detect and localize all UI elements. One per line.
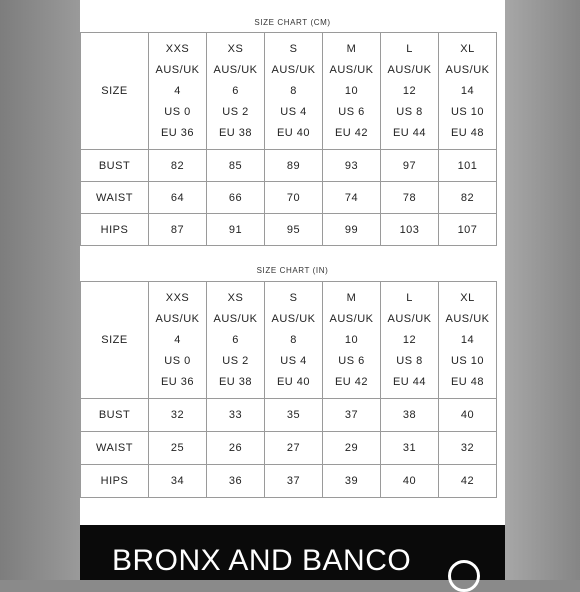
measurement-value: 27 — [265, 432, 323, 465]
size-column-header — [381, 33, 439, 150]
measurement-value: 32 — [439, 432, 497, 465]
measurement-value: 101 — [439, 150, 497, 182]
measurement-value: 40 — [381, 465, 439, 498]
size-aus-num: 12 — [402, 84, 417, 97]
measurement-row — [81, 214, 497, 246]
size-column-header — [265, 33, 323, 150]
measurement-row — [81, 465, 497, 498]
size-us: US 8 — [396, 105, 423, 118]
measurement-row — [81, 432, 497, 465]
measurement-value: 70 — [265, 182, 323, 214]
measurement-value: 33 — [207, 399, 265, 432]
size-us: US 6 — [338, 105, 365, 118]
measurement-value: 64 — [149, 182, 207, 214]
size-column-header — [439, 282, 497, 399]
measurement-value: 37 — [323, 399, 381, 432]
size-aus-num: 6 — [232, 84, 239, 97]
size-aus: AUS/UK — [155, 63, 200, 76]
measurement-value: 99 — [323, 214, 381, 246]
background-right — [505, 0, 580, 580]
measurement-value: 66 — [207, 182, 265, 214]
size-header-row — [81, 282, 497, 399]
size-eu: EU 42 — [334, 126, 369, 139]
size-aus: AUS/UK — [445, 312, 490, 325]
measurement-value: 42 — [439, 465, 497, 498]
measurement-value: 74 — [323, 182, 381, 214]
measurement-label: HIPS — [81, 214, 149, 246]
size-eu: EU 48 — [450, 375, 485, 388]
measurement-value: 78 — [381, 182, 439, 214]
size-eu: EU 40 — [276, 375, 311, 388]
size-us: US 10 — [450, 354, 485, 367]
size-size: XXS — [165, 291, 190, 304]
size-size: M — [346, 42, 357, 55]
measurement-label: WAIST — [81, 432, 149, 465]
measurement-value: 97 — [381, 150, 439, 182]
measurement-value: 91 — [207, 214, 265, 246]
size-eu: EU 36 — [160, 375, 195, 388]
size-aus-num: 4 — [174, 333, 181, 346]
size-column-header — [207, 33, 265, 150]
size-chart-cm-title: SIZE CHART (CM) — [254, 18, 331, 27]
size-size: XL — [460, 42, 475, 55]
size-aus: AUS/UK — [271, 63, 316, 76]
size-aus: AUS/UK — [213, 312, 258, 325]
size-aus-num: 14 — [460, 333, 475, 346]
measurement-value: 85 — [207, 150, 265, 182]
size-us: US 6 — [338, 354, 365, 367]
size-size: S — [289, 291, 298, 304]
size-size: XS — [227, 42, 244, 55]
background-left — [0, 0, 80, 580]
measurement-value: 87 — [149, 214, 207, 246]
size-size: L — [406, 291, 413, 304]
measurement-value: 40 — [439, 399, 497, 432]
size-eu: EU 44 — [392, 126, 427, 139]
measurement-value: 36 — [207, 465, 265, 498]
size-us: US 4 — [280, 354, 307, 367]
size-aus: AUS/UK — [213, 63, 258, 76]
size-us: US 0 — [164, 105, 191, 118]
size-us: US 8 — [396, 354, 423, 367]
size-size: L — [406, 42, 413, 55]
measurement-label: BUST — [81, 399, 149, 432]
measurement-label: WAIST — [81, 182, 149, 214]
size-chart-in-title: SIZE CHART (IN) — [256, 266, 329, 275]
measurement-value: 34 — [149, 465, 207, 498]
measurement-value: 26 — [207, 432, 265, 465]
measurement-value: 39 — [323, 465, 381, 498]
logo-icon — [448, 560, 480, 592]
brand-name: BRONX AND BANCO — [112, 544, 412, 577]
size-eu: EU 42 — [334, 375, 369, 388]
size-eu: EU 36 — [160, 126, 195, 139]
size-column-header — [381, 282, 439, 399]
size-aus-num: 8 — [290, 84, 297, 97]
size-aus-num: 12 — [402, 333, 417, 346]
size-aus: AUS/UK — [387, 312, 432, 325]
measurement-value: 95 — [265, 214, 323, 246]
size-label: SIZE — [81, 282, 149, 399]
measurement-value: 32 — [149, 399, 207, 432]
measurement-value: 35 — [265, 399, 323, 432]
size-column-header — [439, 33, 497, 150]
size-us: US 0 — [164, 354, 191, 367]
measurement-row — [81, 150, 497, 182]
measurement-value: 38 — [381, 399, 439, 432]
size-size: XS — [227, 291, 244, 304]
size-size: XXS — [165, 42, 190, 55]
measurement-value: 37 — [265, 465, 323, 498]
size-us: US 2 — [222, 354, 249, 367]
size-header-row — [81, 33, 497, 150]
size-column-header — [149, 33, 207, 150]
size-eu: EU 40 — [276, 126, 311, 139]
size-us: US 4 — [280, 105, 307, 118]
size-chart-in-table — [80, 281, 497, 498]
measurement-value: 82 — [439, 182, 497, 214]
size-aus-num: 10 — [344, 333, 359, 346]
size-label: SIZE — [81, 33, 149, 150]
size-us: US 10 — [450, 105, 485, 118]
size-column-header — [323, 33, 381, 150]
measurement-row — [81, 399, 497, 432]
size-eu: EU 48 — [450, 126, 485, 139]
size-aus-num: 6 — [232, 333, 239, 346]
size-eu: EU 38 — [218, 375, 253, 388]
size-column-header — [149, 282, 207, 399]
measurement-row — [81, 182, 497, 214]
size-aus: AUS/UK — [387, 63, 432, 76]
measurement-value: 82 — [149, 150, 207, 182]
measurement-value: 93 — [323, 150, 381, 182]
measurement-value: 89 — [265, 150, 323, 182]
size-aus-num: 8 — [290, 333, 297, 346]
size-aus: AUS/UK — [155, 312, 200, 325]
size-column-header — [265, 282, 323, 399]
size-aus: AUS/UK — [445, 63, 490, 76]
size-aus-num: 4 — [174, 84, 181, 97]
size-size: S — [289, 42, 298, 55]
measurement-label: HIPS — [81, 465, 149, 498]
size-column-header — [323, 282, 381, 399]
size-us: US 2 — [222, 105, 249, 118]
size-aus: AUS/UK — [271, 312, 316, 325]
measurement-label: BUST — [81, 150, 149, 182]
size-size: M — [346, 291, 357, 304]
size-aus-num: 10 — [344, 84, 359, 97]
measurement-value: 31 — [381, 432, 439, 465]
size-chart-cm-table — [80, 32, 497, 246]
measurement-value: 107 — [439, 214, 497, 246]
measurement-value: 29 — [323, 432, 381, 465]
size-eu: EU 38 — [218, 126, 253, 139]
measurement-value: 25 — [149, 432, 207, 465]
size-column-header — [207, 282, 265, 399]
size-aus: AUS/UK — [329, 312, 374, 325]
size-eu: EU 44 — [392, 375, 427, 388]
size-size: XL — [460, 291, 475, 304]
size-aus-num: 14 — [460, 84, 475, 97]
size-aus: AUS/UK — [329, 63, 374, 76]
measurement-value: 103 — [381, 214, 439, 246]
